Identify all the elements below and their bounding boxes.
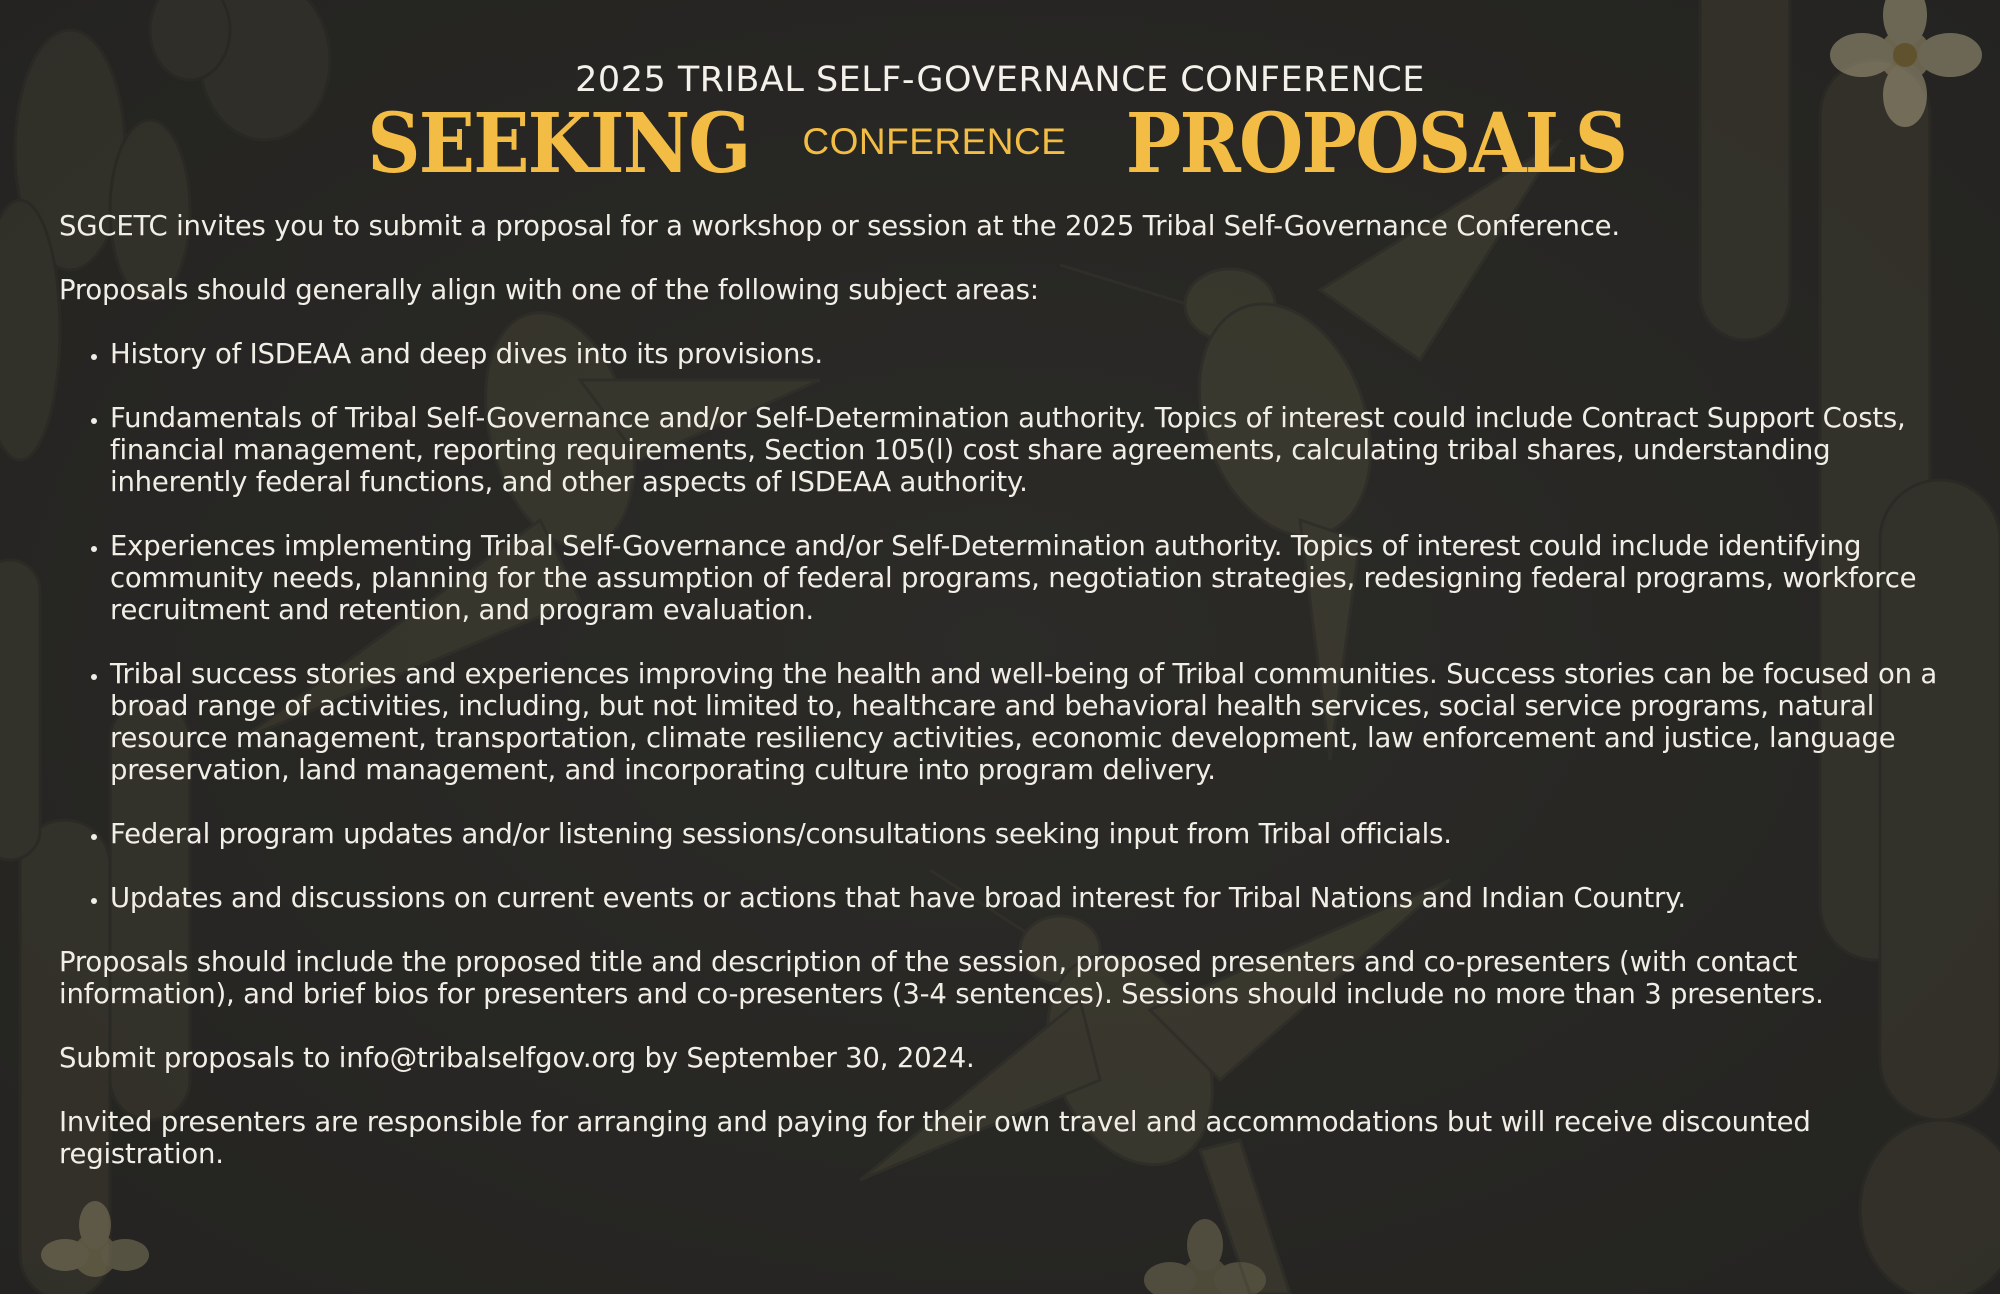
list-item: • History of ISDEAA and deep dives into its provisions. bbox=[110, 338, 1959, 370]
list-item: • Updates and discussions on current events or actions that have broad interest for Tribal Nations and Indian Country. bbox=[110, 882, 1959, 914]
title-conference: CONFERENCE bbox=[802, 121, 1067, 162]
title-seeking: SEEKING bbox=[367, 96, 751, 192]
page-title bbox=[0, 96, 2000, 192]
submission-paragraph: Submit proposals to info@tribalselfgov.org by September 30, 2024. bbox=[59, 1042, 975, 1074]
list-item: • Federal program updates and/or listening sessions/consultations seeking input from Tribal officials. bbox=[110, 818, 1959, 850]
list-item: • Experiences implementing Tribal Self-Governance and/or Self-Determination authority. Topics of interest could include identifying community needs, planning for the assumption of federal programs, negotiation strategies, redesigning federal programs, workforce recruitment and retention, and program evaluation. bbox=[110, 530, 1959, 626]
intro-paragraph: SGCETC invites you to submit a proposal for a workshop or session at the 2025 Tribal Self-Governance Conference. bbox=[59, 210, 1620, 242]
title-proposals: PROPOSALS bbox=[1125, 96, 1626, 192]
call-for-proposals-body bbox=[59, 210, 1959, 1202]
conference-eyebrow: 2025 TRIBAL SELF-GOVERNANCE CONFERENCE bbox=[575, 60, 1425, 100]
list-item: • Fundamentals of Tribal Self-Governance and/or Self-Determination authority. Topics of interest could include Contract Support Costs, financial management, reporting requirements, Section 105(l) cost share agreements, calculating tribal shares, understanding inherently federal functions, and other aspects of ISDEAA authority. bbox=[110, 402, 1959, 498]
list-item: • Tribal success stories and experiences improving the health and well-being of Tribal communities. Success stories can be focused on a broad range of activities, including, but not limited to, healthcare and behavioral health services, social service programs, natural resource management, transportation, climate resiliency activities, economic development, law enforcement and justice, language preservation, land management, and incorporating culture into program delivery. bbox=[110, 658, 1959, 786]
travel-note-paragraph: Invited presenters are responsible for arranging and paying for their own travel and accommodations but will receive discounted registration. bbox=[59, 1106, 1811, 1170]
requirements-paragraph: Proposals should include the proposed title and description of the session, proposed presenters and co-presenters (with contact information), and brief bios for presenters and co-presenters (3-4 sentences). Sessions should include no more than 3 presenters. bbox=[59, 946, 1824, 1010]
subject-areas-list bbox=[59, 338, 1959, 914]
subject-areas-lead-in: Proposals should generally align with one of the following subject areas: bbox=[59, 274, 1039, 306]
